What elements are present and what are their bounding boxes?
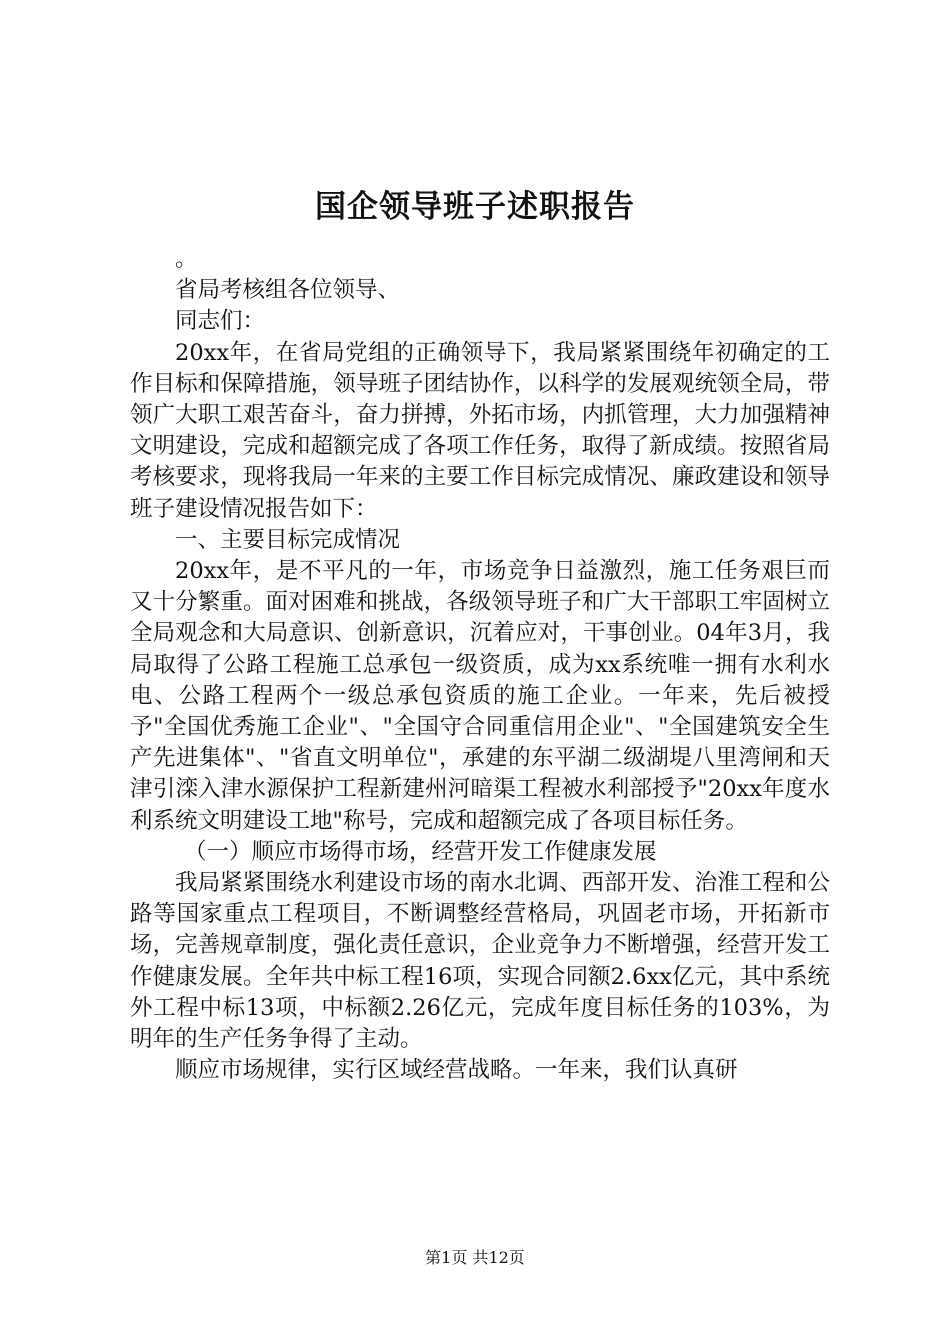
subsection-heading-1: （一）顺应市场得市场，经营开发工作健康发展 (184, 838, 657, 865)
subsection-1-paragraph: 我局紧紧围绕水利建设市场的南水北调、西部开发、治淮工程和公路等国家重点工程项目，不断调整经营格局，巩固老市场，开拓新市场，完善规章制度，强化责任意识，企业竞争力不断增强，经营开发工作健康发展。全年共中标工程16项，实现合同额2.6xx亿元，其中系统外工程中标13项，中标额2.26亿元，完成年度目标任务的103%，为明年的生产任务争得了主动。 (130, 870, 830, 1053)
subsection-1-paragraph-2: 顺应市场规律，实行区域经营战略。一年来，我们认真研 (175, 1057, 738, 1084)
page-title: 国企领导班子述职报告 (315, 189, 635, 225)
salutation-line-1: 省局考核组各位领导、 (175, 277, 401, 304)
section-heading-1: 一、主要目标完成情况 (175, 526, 401, 553)
salutation-line-2: 同志们： (175, 308, 266, 335)
document-body (130, 244, 830, 1086)
paragraph-mark: 。 (175, 246, 198, 272)
page-footer: 第1页 共12页 (425, 1248, 525, 1267)
intro-paragraph: 20xx年，在省局党组的正确领导下，我局紧紧围绕年初确定的工作目标和保障措施，领导班子团结协作，以科学的发展观统领全局，带领广大职工艰苦奋斗，奋力拼搏，外拓市场，内抓管理，大力加强精神文明建设，完成和超额完成了各项工作任务，取得了新成绩。按照省局考核要求，现将我局一年来的主要工作目标完成情况、廉政建设和领导班子建设情况报告如下： (130, 339, 830, 522)
section-1-paragraph: 20xx年，是不平凡的一年，市场竞争日益激烈，施工任务艰巨而又十分繁重。面对困难和挑战，各级领导班子和广大干部职工牢固树立全局观念和大局意识、创新意识，沉着应对，干事创业。04年3月，我局取得了公路工程施工总承包一级资质，成为xx系统唯一拥有水利水电、公路工程两个一级总承包资质的施工企业。一年来，先后被授予"全国优秀施工企业"、"全国守合同重信用企业"、"全国建筑安全生产先进集体"、"省直文明单位"，承建的东平湖二级湖堤八里湾闸和天津引滦入津水源保护工程新建州河暗渠工程被水利部授予"20xx年度水利系统文明建设工地"称号，完成和超额完成了各项目标任务。 (130, 558, 830, 834)
